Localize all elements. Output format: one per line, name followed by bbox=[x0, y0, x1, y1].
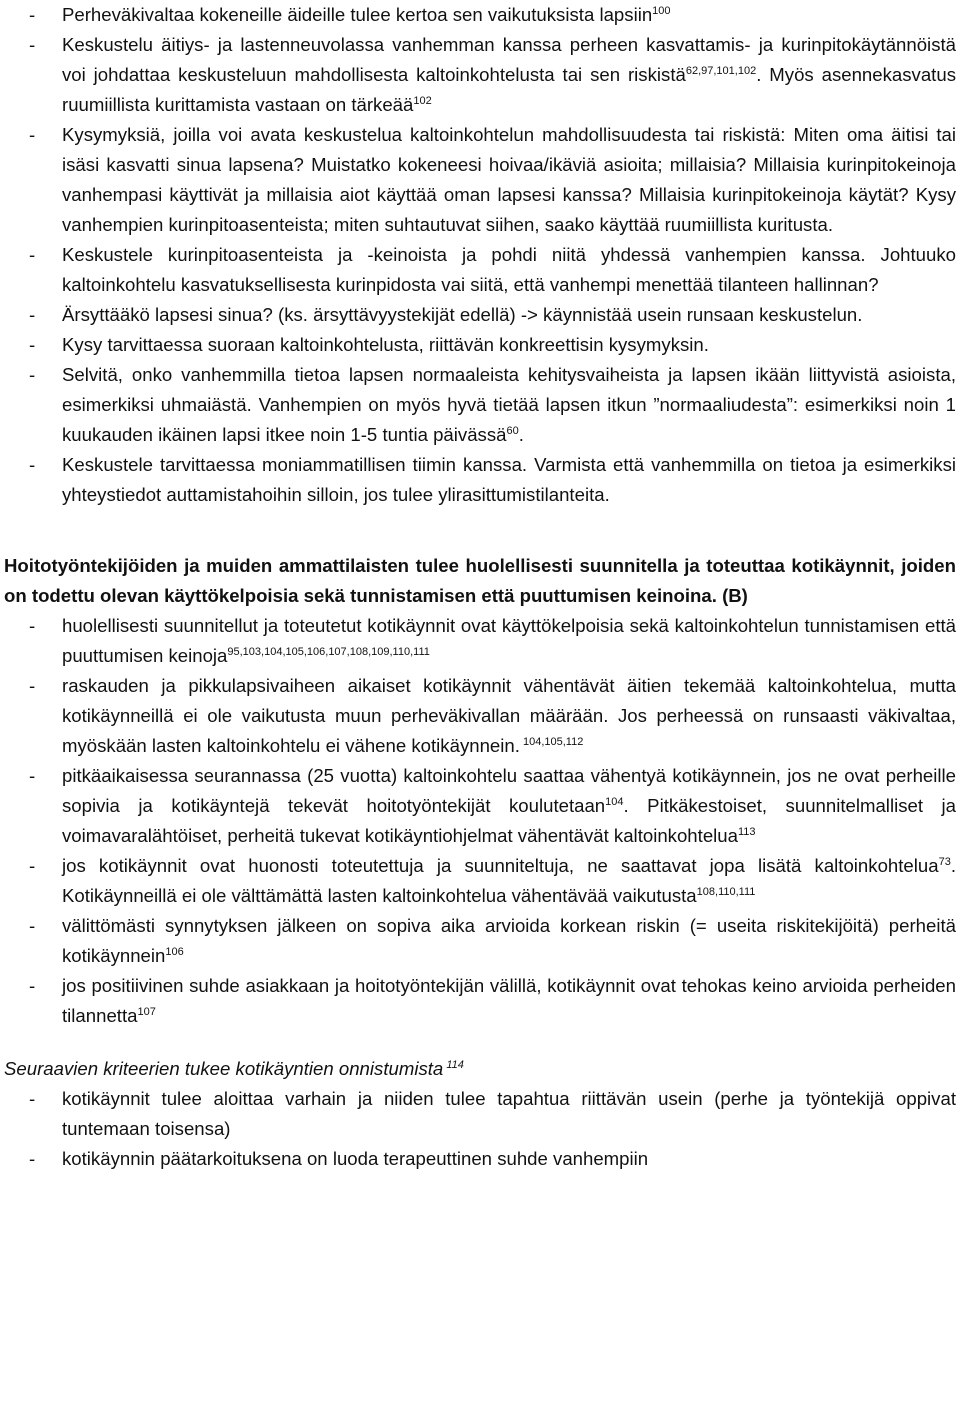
citation: 100 bbox=[652, 5, 671, 17]
list-item: - raskauden ja pikkulapsivaiheen aikaiset kotikäynnit vähentävät äitien tekemää kaltoinkohtelua, mutta kotikäynneillä ei ole vaikutusta muun perheväkivallan määrään. Jos perheessä on runsaasti väkivaltaa, myöskään lasten kaltoinkohtelu ei vähene kotikäynnein. $^{104,105,112}$ bbox=[4, 671, 956, 761]
citation: 114 bbox=[443, 1059, 464, 1071]
list-item: - kotikäynnit tulee aloittaa varhain ja niiden tulee tapahtua riittävän usein (perhe ja työntekijä oppivat tuntemaan toisensa) bbox=[4, 1084, 956, 1144]
list-item: - Keskustele tarvittaessa moniammatillisen tiimin kanssa. Varmista että vanhemmilla on tietoa ja esimerkiksi yhteystiedot auttamistahoihin silloin, jos tulee ylirasittumistilanteita. bbox=[4, 450, 956, 510]
list-item: - jos positiivinen suhde asiakkaan ja hoitotyöntekijän välillä, kotikäynnit ovat tehokas keino arvioida perheiden tilannetta$^{107}$ bbox=[4, 971, 956, 1031]
list-item: - Kysy tarvittaessa suoraan kaltoinkohtelusta, riittävän konkreettisin kysymyksin. bbox=[4, 330, 956, 360]
list-item: - Keskustelu äitiys- ja lastenneuvolassa vanhemman kanssa perheen kasvattamis- ja kurinpitokäytännöistä voi johdattaa keskusteluun mahdollisesta kaltoinkohtelusta tai sen riskistä$^{62,97,101,102}$. Myös asennekasvatus ruumiillista kurittamista vastaan on tärkeää$^{102}$ bbox=[4, 30, 956, 120]
list-item: - Kysymyksiä, joilla voi avata keskustelua kaltoinkohtelun mahdollisuudesta tai riskistä: Miten oma äitisi tai isäsi kasvatti sinua lapsena? Muistatko kokeneesi hoivaa/ikäviä asioita; millaisia? Millaisia kurinpitokeinoja vanhempasi käyttivät ja millaisia aiot käyttää oman lapsesi kanssa? Millaisia kurinpitokeinoja käytät? Kysy vanhempien kurinpitoasenteista; miten suhtautuvat siihen, saako käyttää ruumiillista kuritusta. bbox=[4, 120, 956, 240]
section-heading: Hoitotyöntekijöiden ja muiden ammattilaisten tulee huolellisesti suunnitella ja toteuttaa kotikäynnit, joiden on todettu olevan käyttökelpoisia sekä tunnistamisen että puuttumisen keinoina. (B) bbox=[4, 555, 956, 606]
citation: 108,110,111 bbox=[696, 886, 756, 898]
list-item: - kotikäynnin päätarkoituksena on luoda terapeuttinen suhde vanhempiin bbox=[4, 1144, 956, 1174]
document-page bbox=[4, 0, 956, 1174]
criteria-heading: Seuraavien kriteerien tukee kotikäyntien onnistumista $^{114}$ bbox=[4, 1058, 464, 1079]
citation: 104 bbox=[605, 796, 624, 808]
list-item: - huolellisesti suunnitellut ja toteutetut kotikäynnit ovat käyttökelpoisia sekä kaltoinkohtelun tunnistamisen että puuttumisen keinoja$^{95,103,104,105,106,107,108,109,110,111}$ bbox=[4, 611, 956, 671]
citation: 73 bbox=[938, 856, 951, 868]
home-visit-list bbox=[4, 611, 956, 1031]
list-item: - välittömästi synnytyksen jälkeen on sopiva aika arvioida korkean riskin (= useita riskitekijöitä) perheitä kotikäynnein$^{106}$ bbox=[4, 911, 956, 971]
list-item: - pitkäaikaisessa seurannassa (25 vuotta) kaltoinkohtelu saattaa vähentyä kotikäynnein, jos ne ovat perheille sopivia ja kotikäyntejä tekevät hoitotyöntekijät koulutetaan$^{104}$. Pitkäkestoiset, suunnitelmalliset ja voimavaralähtöiset, perheitä tukevat kotikäyntiohjelmat vähentävät kaltoinkohtelua$^{113}$ bbox=[4, 761, 956, 851]
list-item: - jos kotikäynnit ovat huonosti toteutettuja ja suunniteltuja, ne saattavat jopa lisätä kaltoinkohtelua$^{73}$. Kotikäynneillä ei ole välttämättä lasten kaltoinkohtelua vähentävää vaikutusta$^{108,110,111}$ bbox=[4, 851, 956, 911]
citation: 95,103,104,105,106,107,108,109,110,111 bbox=[227, 646, 430, 658]
list-item: - Selvitä, onko vanhemmilla tietoa lapsen normaaleista kehitysvaiheista ja lapsen ikään liittyvistä asioista, esimerkiksi uhmaiästä. Vanhempien on myös hyvä tietää lapsen itkun ”normaaliudesta”: esimerkiksi noin 1 kuukauden ikäinen lapsi itkee noin 1-5 tuntia päivässä$^{60}$. bbox=[4, 360, 956, 450]
citation: 113 bbox=[737, 826, 756, 838]
list-item: - Keskustele kurinpitoasenteista ja -keinoista ja pohdi niitä yhdessä vanhempien kanssa. Johtuuko kaltoinkohtelu kasvatuksellisesta kurinpidosta vai siitä, että vanhempi menettää tilanteen hallinnan? bbox=[4, 240, 956, 300]
recommendation-list bbox=[4, 0, 956, 510]
list-item: - Ärsyttääkö lapsesi sinua? (ks. ärsyttävyystekijät edellä) -> käynnistää usein runsaan keskustelun. bbox=[4, 300, 956, 330]
citation: 62,97,101,102 bbox=[685, 65, 757, 77]
citation: 104,105,112 bbox=[519, 736, 584, 748]
list-item: - Perheväkivaltaa kokeneille äideille tulee kertoa sen vaikutuksista lapsiin$^{100}$ bbox=[4, 0, 956, 30]
citation: 102 bbox=[413, 95, 432, 107]
citation: 107 bbox=[137, 1006, 156, 1018]
criteria-list bbox=[4, 1084, 956, 1174]
citation: 106 bbox=[165, 946, 184, 958]
citation: 60 bbox=[506, 425, 519, 437]
